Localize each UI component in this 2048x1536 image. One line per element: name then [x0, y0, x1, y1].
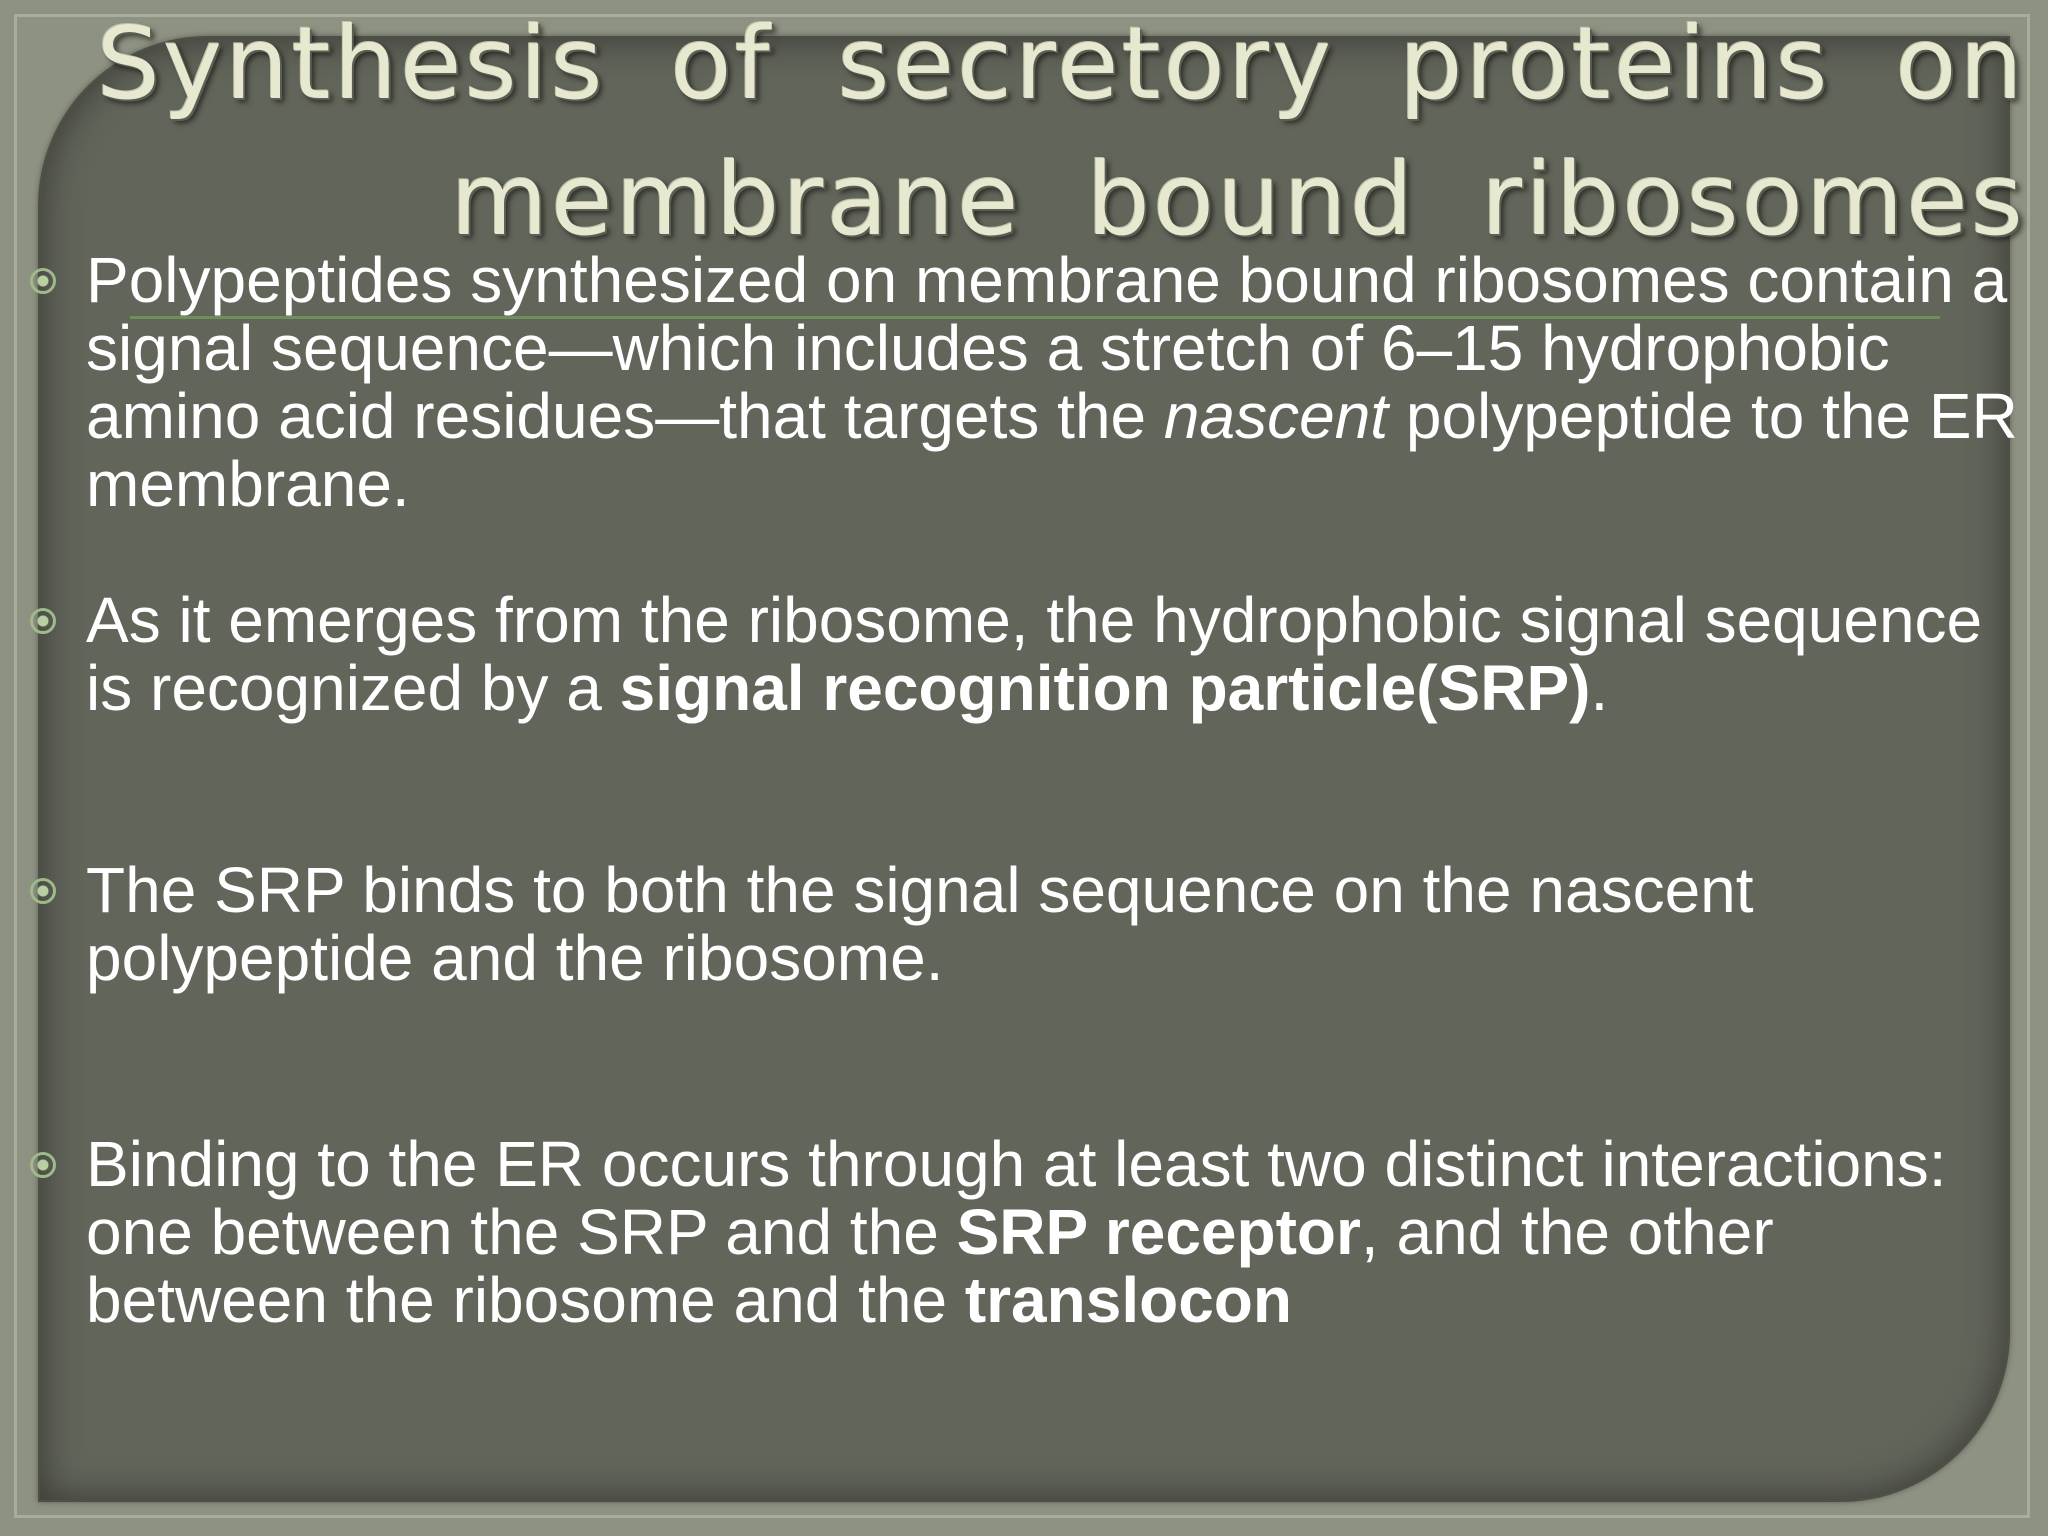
bullet-item-srp-recognition [86, 586, 2026, 722]
bullet-item-signal-sequence [86, 246, 2026, 518]
circle-bullet-icon [30, 268, 56, 294]
bullet-text: As it emerges from the ribosome, the hydrophobic signal sequence is recognized by a [86, 584, 1983, 724]
bullet-text: Binding to the ER occurs through at least two distinct interactions: one between the SRP and the [86, 1128, 1947, 1268]
bullet-text: . [1590, 652, 1609, 724]
bullet-italic-text: nascent [1163, 380, 1389, 452]
bullet-bold-text: signal recognition particle(SRP) [619, 652, 1591, 724]
circle-bullet-icon [30, 878, 56, 904]
circle-bullet-icon [30, 608, 56, 634]
bullet-text: polypeptide to the ER membrane. [86, 380, 2018, 520]
bullet-bold-text: SRP receptor [956, 1196, 1361, 1268]
title-line-1: Synthesis of secretory proteins on [96, 5, 2026, 122]
bullet-text: , and the other between the ribosome and the [86, 1196, 1774, 1336]
bullet-item-srp-binding [86, 856, 2026, 992]
bullet-item-er-binding [86, 1130, 2026, 1334]
bullet-text: The SRP binds to both the signal sequence on the nascent polypeptide and the ribosome. [86, 854, 1754, 994]
bullet-bold-text: translocon [964, 1264, 1292, 1336]
title-line-2: membrane bound ribosomes [450, 141, 2026, 258]
bullet-text: Polypeptides synthesized on membrane bound ribosomes contain a signal sequence—which includes a stretch of 6–15 hydrophobic amino acid residues—that targets the [86, 244, 2008, 452]
circle-bullet-icon [30, 1152, 56, 1178]
